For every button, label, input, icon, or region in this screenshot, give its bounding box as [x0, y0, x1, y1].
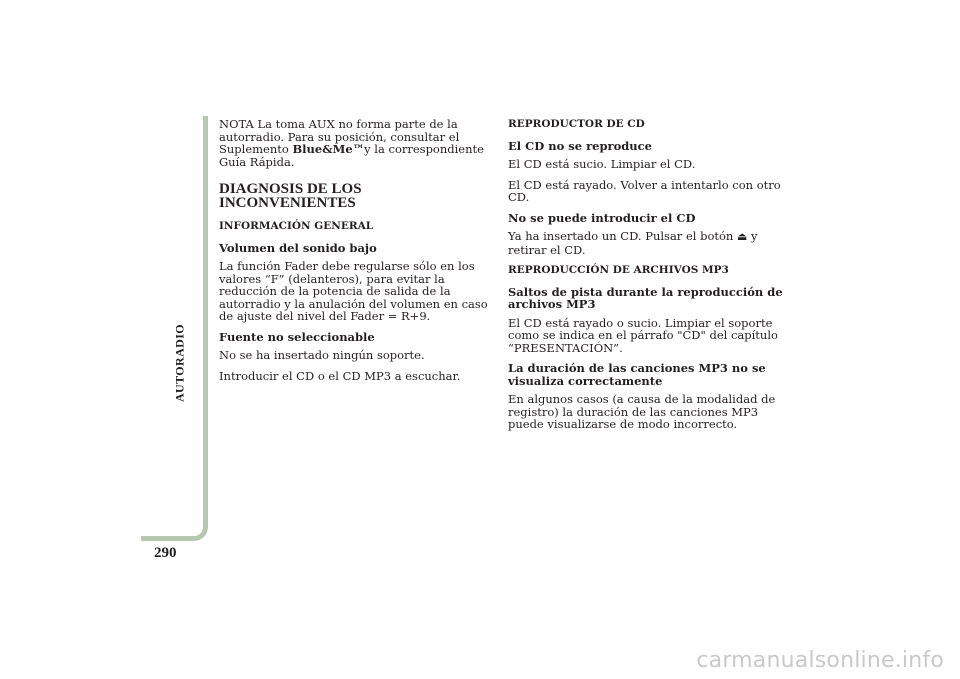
- mp3-skips-text: El CD está rayado o sucio. Limpiar el soporte como se indica en el párrafo "CD" del capítulo “PRESENTACIÓN”.: [508, 315, 778, 355]
- mp3-duration-text: En algunos casos (a causa de la modalidad de registro) la duración de las canciones MP3 puede visualizarse de modo incorrecto.: [508, 392, 776, 431]
- cd-insert-text: Ya ha insertado un CD. Pulsar el botón ⏏ y retirar el CD.: [508, 229, 758, 257]
- source-not-selectable-title: Fuente no seleccionable: [219, 329, 375, 344]
- mp3-duration-title: La duración de las canciones MP3 no se visualiza correctamente: [508, 361, 766, 388]
- cd-dirty-text: El CD está sucio. Limpiar el CD.: [508, 157, 696, 171]
- cd-not-playing-title: El CD no se reproduce: [508, 138, 652, 153]
- supplement-name: Blue&Me™: [292, 142, 365, 156]
- low-volume-title: Volumen del sonido bajo: [219, 240, 377, 255]
- left-column: [219, 118, 499, 390]
- general-info-subheading: INFORMACIÓN GENERAL: [219, 220, 374, 232]
- cd-insert-title: No se puede introducir el CD: [508, 210, 696, 225]
- section-tab-label: AUTORADIO: [172, 323, 187, 403]
- diagnosis-heading: DIAGNOSIS DE LOS INCONVENIENTES: [219, 181, 362, 211]
- note-paragraph: NOTA La toma AUX no forma parte de la autorradio. Para su posición, consultar el Suplemento Blue&Me™y la correspondiente Guía Rápida.: [219, 117, 484, 169]
- mp3-skips-title: Saltos de pista durante la reproducción de archivos MP3: [508, 284, 783, 311]
- right-column: [508, 118, 788, 439]
- cd-player-heading: REPRODUCTOR DE CD: [508, 118, 645, 130]
- watermark-text: carmanualsonline.info: [696, 648, 944, 673]
- mp3-heading: REPRODUCCIÓN DE ARCHIVOS MP3: [508, 264, 729, 276]
- eject-icon: ⏏: [737, 230, 748, 243]
- source-text-1: No se ha insertado ningún soporte.: [219, 348, 425, 362]
- source-text-2: Introducir el CD o el CD MP3 a escuchar.: [219, 368, 461, 383]
- page-number: 290: [154, 545, 177, 561]
- cd-scratched-text: El CD está rayado. Volver a intentarlo con otro CD.: [508, 177, 781, 204]
- low-volume-text: La función Fader debe regularse sólo en los valores “F” (delanteros), para evitar la reducción de la potencia de salida de la autorradio y la anulación del volumen en caso de ajuste del nivel del Fader = R+9.: [219, 259, 488, 323]
